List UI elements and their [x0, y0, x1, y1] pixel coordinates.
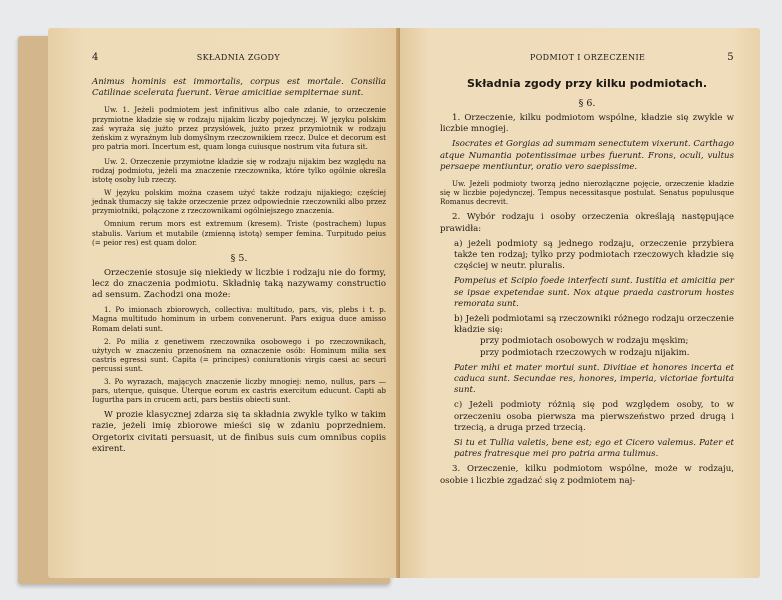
latin-example: Pater mihi et mater mortui sunt. Divitiae et honores incerta et caduca sunt. Secundae res, honores, imperia, victoriae fortuita sunt. [454, 362, 734, 396]
right-running-head [440, 52, 734, 63]
left-running-head [92, 52, 386, 63]
rule-item-2: 2. Po milia z genetiwem rzeczownika osobowego i po rzeczownikach, użytych w znaczeniu przenośnem na oznaczenie osób: Hominum milia sex castris egressi sunt. Capita (= principes) coniurationis virgis caesi ac securi percussi sunt. [92, 336, 386, 373]
rule-b-2: przy podmiotach rzeczowych w rodzaju nijakim. [480, 347, 690, 358]
right-page-number: 5 [727, 52, 734, 63]
latin-example: Isocrates et Gorgias ad summam senectutem vixerunt. Carthago atque Numantia potentissimae urbes fuerunt. Frons, oculi, vultus persaepe mentiuntur, oratio vero saepissime. [440, 139, 734, 172]
rule-b-1: przy podmiotach osobowych w rodzaju męskim; [480, 336, 689, 347]
note-uw2: Uw. 2. Orzeczenie przymiotne kładzie się w rodzaju nijakim bez względu na rodzaj podmiotu, jeżeli ma znaczenie rzeczownika, które tylko ogólnie określa istotę osoby lub rzeczy. [92, 156, 386, 185]
latin-example: Omnium rerum mors est extremum (kresem). Triste (postrachem) lupus stabulis. Varium et mutabile (zmienną istotą) semper femina. Turpitudo peius (= peior res) est quam dolor. [92, 219, 386, 247]
rule-paragraph-1: 1. Orzeczenie, kilku podmiotom wspólne, kładzie się zwykle w liczbie mnogiej. [440, 113, 734, 135]
note-uw1: Uw. 1. Jeżeli podmiotem jest infinitivus albo całe zdanie, to orzeczenie przymiotne kładzie się w rodzaju nijakim liczby pojedynczej. W języku polskim zaś wyraża się jużto przez przysłówek, jużto przez przymiotnik w rodzaju żeńskim z wyraźnym lub domyślnym rzeczownikiem rzecz. Dulce et decorum est pro patria mori. Incertum est, quam longa cuiusque nostrum vita futura sit. [92, 105, 386, 151]
section-heading: § 6. [578, 98, 596, 109]
polish-note: W języku polskim można czasem użyć także rodzaju nijakiego; częściej jednak tłumaczy się także orzeczenie przez odpowiednie rzeczowniki albo przez przymiotniki, połączone z rzeczownikami ogólniejszego znaczenia. [92, 188, 386, 216]
right-running-title: PODMIOT I ORZECZENIE [529, 53, 646, 62]
left-page-number: 4 [92, 52, 99, 63]
latin-example: Animus hominis est immortalis, corpus est mortale. Consilia Catilinae scelerata fuerunt. Verae amicitiae sempiternae sunt. [92, 77, 386, 99]
latin-example: Pompeius et Scipio foede interfecti sunt. Iustitia et amicitia per se ipsae expetendae sunt. Nox atque praeda castrorum hostes remorata sunt. [454, 276, 734, 309]
rule-a: a) jeżeli podmioty są jednego rodzaju, orzeczenie przybiera także ten rodzaj; tylko przy podmiotach rzeczowych kładzie się częściej w neutr. pluralis. [454, 238, 734, 272]
right-page [400, 28, 760, 578]
rule-c: c) Jeżeli podmioty różnią się pod względem osoby, to w orzeczeniu osoba pierwsza ma pierwszeństwo przed drugą i trzecią, a druga przed trzecią. [454, 400, 734, 433]
left-running-title: SKŁADNIA ZGODY [196, 53, 281, 62]
chapter-heading: Składnia zgody przy kilku podmiotach. [466, 77, 708, 90]
rule-paragraph-3: 3. Orzeczenie, kilku podmiotom wspólne, może w rodzaju, osobie i liczbie zgadzać się z podmiotem naj- [440, 464, 734, 486]
rule-item-3: 3. Po wyrazach, mających znaczenie liczby mnogiej: nemo, nullus, pars — pars, uterque, quisque. Uterque eorum ex castris exercitum educunt. Capti ab Iugurtha pars in crucem acti, pars bestiis obiecti sunt. [92, 376, 386, 405]
rule-paragraph-2: 2. Wybór rodzaju i osoby orzeczenia określają następujące prawidła: [440, 212, 734, 234]
section-heading: § 5. [230, 252, 248, 264]
open-book [18, 16, 762, 586]
left-page [48, 28, 400, 578]
latin-example: Si tu et Tullia valetis, bene est; ego et Cicero valemus. Pater et patres fratresque mei pro patria arma tulimus. [454, 437, 734, 460]
section-paragraph: Orzeczenie stosuje się niekiedy w liczbie i rodzaju nie do formy, lecz do znaczenia podmiotu. Składnię taką nazywamy constructio ad sensum. Zachodzi ona może: [92, 267, 386, 301]
note-uw: Uw. Jeżeli podmioty tworzą jedno nierozłączne pojęcie, orzeczenie kładzie się w liczbie pojedynczej. Tempus necessitasque postulat. Senatus populusque Romanus decrevit. [440, 179, 734, 207]
rule-item-1: 1. Po imionach zbiorowych, collectiva: multitudo, pars, vis, plebs i t. p. Magna multitudo hominum in urbem convenerunt. Pars exigua duce amisso Romam delati sunt. [92, 305, 386, 333]
rule-b: b) Jeżeli podmiotami są rzeczowniki różnego rodzaju orzeczenie kładzie się: [454, 313, 734, 336]
closing-paragraph: W prozie klasycznej zdarza się ta składnia zwykle tylko w takim razie, jeżeli imię zbiorowe mieści się w zdaniu poprzedniem. Orgetorix civitati persuasit, ut de finibus suis cum omnibus copiis exirent. [92, 410, 386, 454]
